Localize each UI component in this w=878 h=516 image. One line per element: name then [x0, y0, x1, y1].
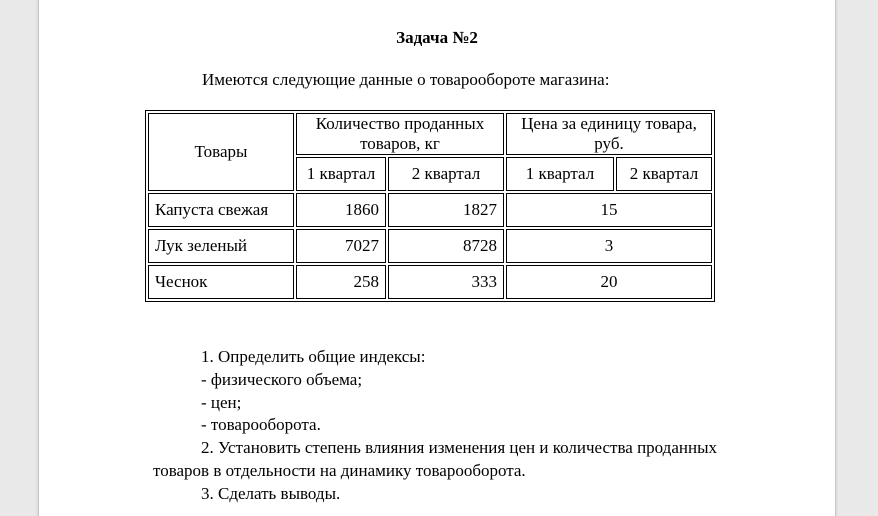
table-header-row: [148, 113, 712, 155]
task-item-3: 3. Сделать выводы.: [201, 483, 341, 503]
task-title: Задача №2: [396, 28, 478, 47]
intro-text: Имеются следующие данные о товарообороте магазина:: [202, 70, 610, 89]
row-price: 15: [506, 193, 712, 227]
row-goods-name: Чеснок: [148, 265, 294, 299]
header-qty-q1: 1 квартал: [296, 157, 386, 191]
row-price: 3: [506, 229, 712, 263]
row-qty-q2: 333: [388, 265, 504, 299]
header-goods: Товары: [148, 113, 294, 191]
table-row: [148, 193, 712, 227]
header-price: Цена за единицу товара, руб.: [506, 113, 712, 155]
header-price-q1: 1 квартал: [506, 157, 614, 191]
row-goods-name: Лук зеленый: [148, 229, 294, 263]
row-qty-q2: 8728: [388, 229, 504, 263]
table-row: [148, 265, 712, 299]
row-goods-name: Капуста свежая: [148, 193, 294, 227]
sales-table: [145, 110, 715, 302]
task-subitem-turnover: - товарооборота.: [201, 415, 321, 435]
table-row: [148, 229, 712, 263]
row-price: 20: [506, 265, 712, 299]
task-item-2-line1: 2. Установить степень влияния изменения цен и количества проданных: [201, 438, 717, 458]
header-qty-q2: 2 квартал: [388, 157, 504, 191]
task-item-1: 1. Определить общие индексы:: [201, 347, 426, 366]
header-price-q2: 2 квартал: [616, 157, 712, 191]
task-item-2-line2: товаров в отдельности на динамику товарооборота.: [153, 460, 526, 480]
task-subitem-volume: - физического объема;: [201, 369, 363, 389]
row-qty-q1: 258: [296, 265, 386, 299]
document-page: [38, 0, 836, 516]
row-qty-q2: 1827: [388, 193, 504, 227]
task-subitem-prices: - цен;: [201, 392, 242, 412]
row-qty-q1: 1860: [296, 193, 386, 227]
row-qty-q1: 7027: [296, 229, 386, 263]
task-list: [153, 346, 793, 506]
header-quantity: Количество проданных товаров, кг: [296, 113, 504, 155]
